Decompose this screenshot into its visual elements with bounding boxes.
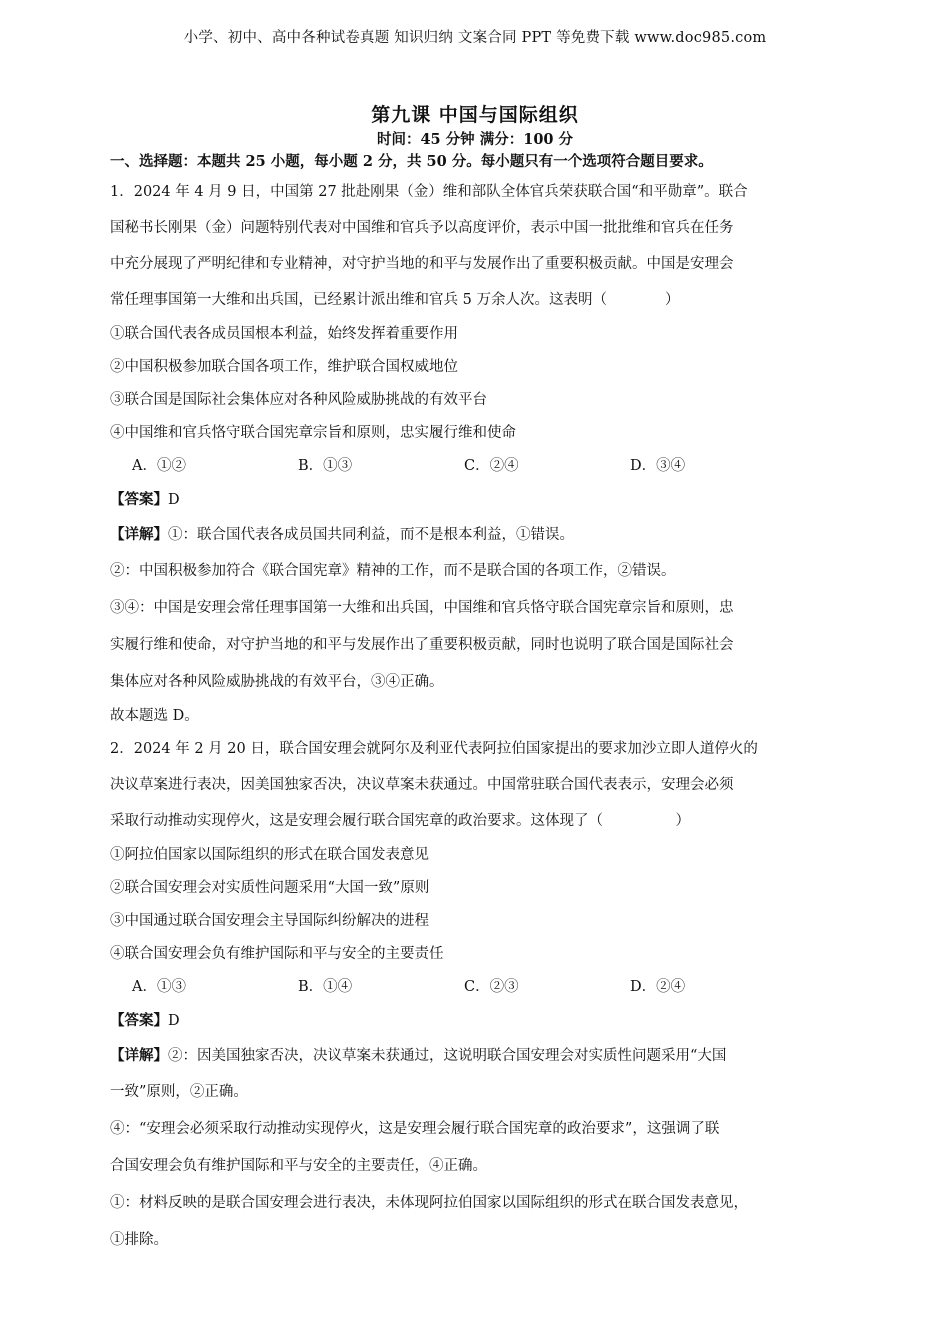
explanation-line: 一致”原则，②正确。 (110, 1084, 248, 1100)
question-stem-line: 国秘书长刚果（金）问题特别代表对中国维和官兵予以高度评价，表示中国一批批维和官兵在任务 (110, 220, 734, 236)
section-heading: 一、选择题：本题共 25 小题，每小题 2 分，共 50 分。每小题只有一个选项符合题目要求。 (110, 153, 713, 170)
answer-line (110, 483, 840, 516)
explanation-line: 合国安理会负有维护国际和平与安全的主要责任，④正确。 (110, 1158, 487, 1174)
choice-a: A．①③ (132, 979, 186, 995)
answer-value: D (168, 492, 180, 508)
question-stem-line: 决议草案进行表决，因美国独家否决，决议草案未获通过。中国常驻联合国代表表示，安理会必须 (110, 777, 734, 793)
page-header: 小学、初中、高中各种试卷真题 知识归纳 文案合同 PPT 等免费下载 www.doc985.com (183, 30, 767, 46)
exam-info: 时间：45 分钟 满分：100 分 (376, 131, 574, 148)
answer-line (110, 1004, 840, 1037)
conclusion-line: 故本题选 D。 (110, 708, 199, 724)
explanation-line: ①：材料反映的是联合国安理会进行表决，未体现阿拉伯国家以国际组织的形式在联合国发表意见， (110, 1195, 748, 1211)
choice-b: B．①③ (298, 458, 353, 474)
question-2 (110, 731, 840, 1259)
choice-d: D．②④ (630, 979, 686, 995)
statement-option: ④中国维和官兵恪守联合国宪章宗旨和原则，忠实履行维和使命 (110, 425, 516, 441)
explanation-line: ④：“安理会必须采取行动推动实现停火，这是安理会履行联合国宪章的政治要求”，这强调了联 (110, 1121, 720, 1137)
answer-choices (110, 971, 840, 1004)
answer-choices (110, 450, 840, 483)
statement-option: ③中国通过联合国安理会主导国际纠纷解决的进程 (110, 913, 429, 929)
choice-c: C．②④ (464, 458, 519, 474)
question-1 (110, 174, 840, 731)
page-title: 第九课 中国与国际组织 (371, 104, 579, 126)
explanation-label: 【详解】 (110, 526, 168, 543)
answer-label: 【答案】 (110, 1012, 168, 1029)
choice-a: A．①② (132, 458, 186, 474)
choice-d: D．③④ (630, 458, 686, 474)
explanation-line: 【详解】②：因美国独家否决，决议草案未获通过，这说明联合国安理会对实质性问题采用“大国 (110, 1047, 727, 1064)
statement-option: ①阿拉伯国家以国际组织的形式在联合国发表意见 (110, 847, 429, 863)
statement-option: ②中国积极参加联合国各项工作，维护联合国权威地位 (110, 359, 458, 375)
explanation-line: ③④：中国是安理会常任理事国第一大维和出兵国，中国维和官兵恪守联合国宪章宗旨和原则，忠 (110, 600, 734, 616)
choice-b: B．①④ (298, 979, 353, 995)
explanation-line: ①排除。 (110, 1232, 168, 1248)
question-stem-line: 2．2024 年 2 月 20 日，联合国安理会就阿尔及利亚代表阿拉伯国家提出的要求加沙立即人道停火的 (110, 741, 758, 757)
explanation-line: ②：中国积极参加符合《联合国宪章》精神的工作，而不是联合国的各项工作，②错误。 (110, 563, 676, 579)
answer-value: D (168, 1013, 180, 1029)
question-stem-line: 1．2024 年 4 月 9 日，中国第 27 批赴刚果（金）维和部队全体官兵荣获联合国“和平勋章”。联合 (110, 184, 748, 200)
question-stem-line: 中充分展现了严明纪律和专业精神，对守护当地的和平与发展作出了重要积极贡献。中国是安理会 (110, 256, 734, 272)
explanation-label: 【详解】 (110, 1047, 168, 1064)
explanation-line: 实履行维和使命，对守护当地的和平与发展作出了重要积极贡献，同时也说明了联合国是国际社会 (110, 637, 734, 653)
exam-content (110, 150, 840, 1259)
question-stem-line: 采取行动推动实现停火，这是安理会履行联合国宪章的政治要求。这体现了（ ） (110, 813, 690, 829)
statement-option: ①联合国代表各成员国根本利益，始终发挥着重要作用 (110, 326, 458, 342)
explanation-line: 集体应对各种风险威胁挑战的有效平台，③④正确。 (110, 674, 444, 690)
statement-option: ②联合国安理会对实质性问题采用“大国一致”原则 (110, 880, 430, 896)
statement-option: ④联合国安理会负有维护国际和平与安全的主要责任 (110, 946, 444, 962)
explanation-line: 【详解】①：联合国代表各成员国共同利益，而不是根本利益，①错误。 (110, 526, 574, 543)
question-stem-line: 常任理事国第一大维和出兵国，已经累计派出维和官兵 5 万余人次。这表明（ ） (110, 292, 680, 308)
choice-c: C．②③ (464, 979, 519, 995)
answer-label: 【答案】 (110, 491, 168, 508)
statement-option: ③联合国是国际社会集体应对各种风险威胁挑战的有效平台 (110, 392, 487, 408)
